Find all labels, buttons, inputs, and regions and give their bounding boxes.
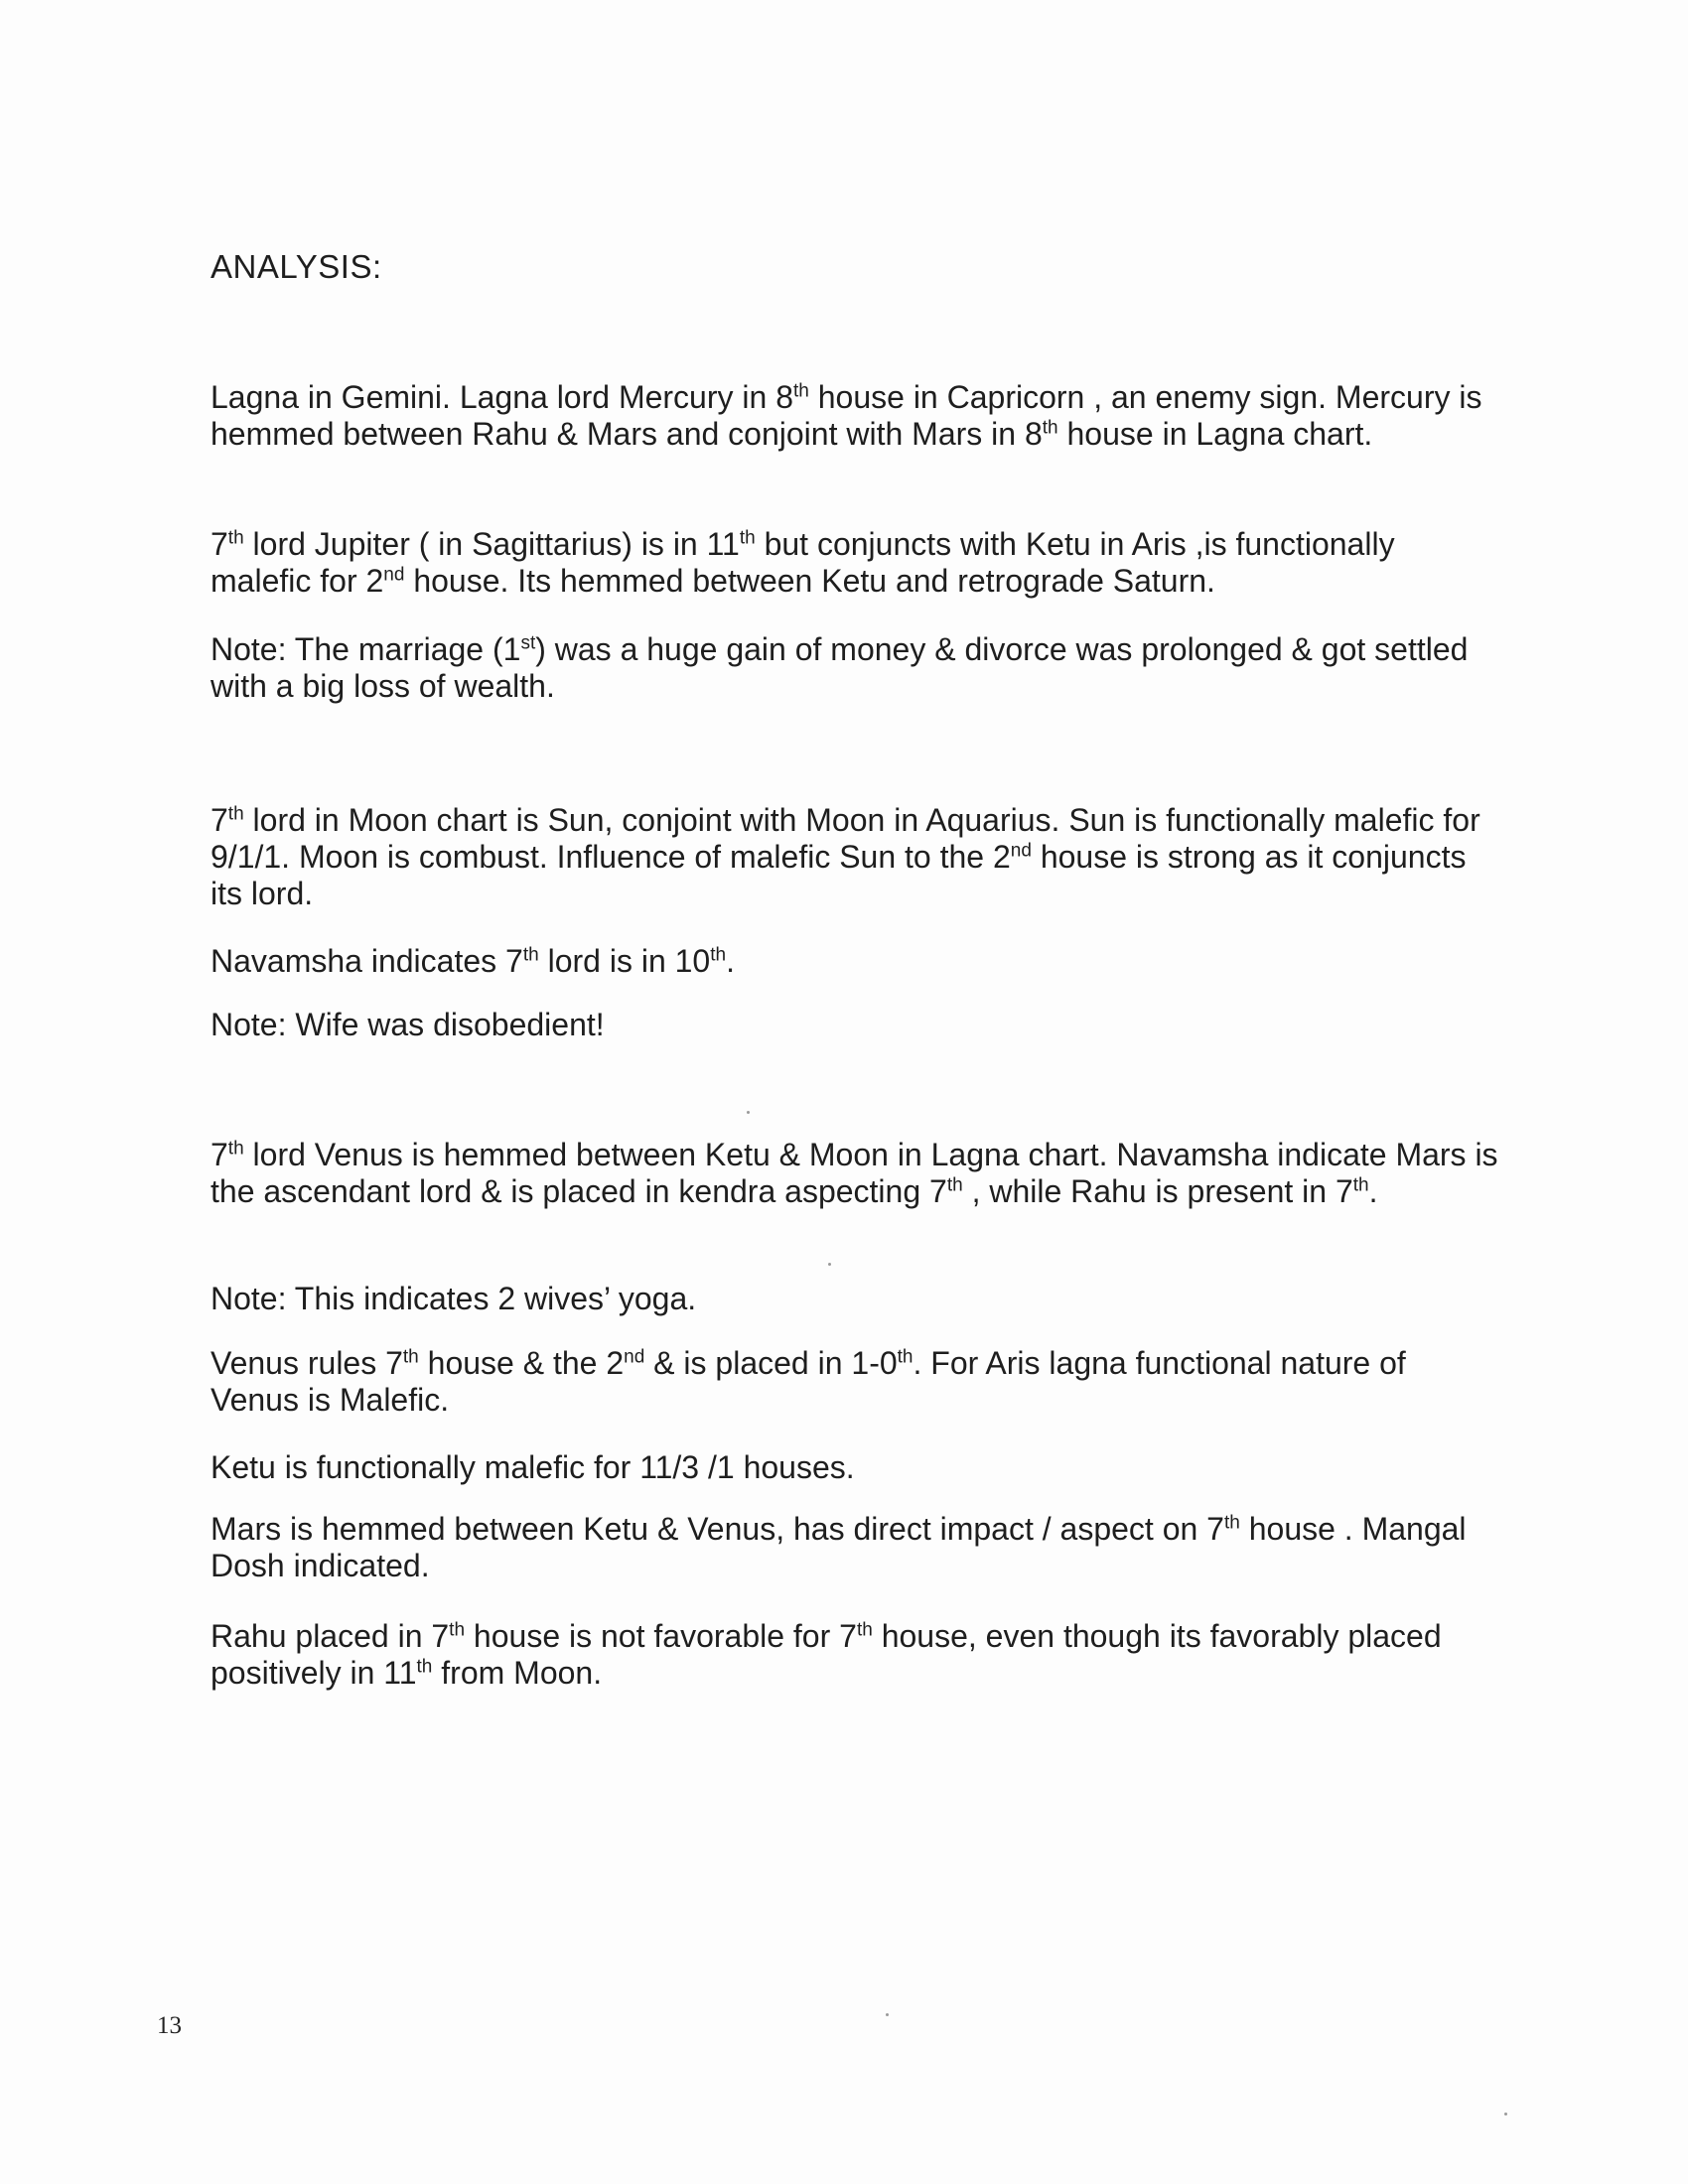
superscript-text: th: [897, 1346, 914, 1368]
paragraph-text: ) was a huge gain of money & divorce was prolonged & got settled with a big loss of wealth.: [211, 631, 1469, 704]
note-paragraph: [211, 1007, 1501, 1043]
paragraph-text: 7: [211, 1137, 228, 1172]
superscript-text: th: [792, 380, 809, 402]
paragraph: [211, 802, 1501, 912]
superscript-text: th: [710, 944, 727, 966]
paragraph-text: 7: [211, 526, 228, 562]
superscript-text: th: [449, 1619, 466, 1641]
scan-speck: [747, 1111, 750, 1114]
scan-speck: [1504, 2113, 1507, 2116]
paragraph-text: , while Rahu is present in 7: [962, 1173, 1353, 1209]
paragraph: [211, 1511, 1501, 1584]
superscript-text: th: [227, 527, 244, 549]
paragraph-text: house, even though its favorably placed positively in 11: [211, 1618, 1442, 1691]
superscript-text: nd: [1010, 840, 1032, 862]
note-paragraph: [211, 1281, 1501, 1317]
page-number: 13: [157, 2012, 182, 2039]
superscript-text: th: [946, 1174, 963, 1196]
paragraph-text: Navamsha indicates 7: [211, 943, 523, 979]
paragraph-text: but conjuncts with Ketu in Aris ,is functionally malefic for 2: [211, 526, 1395, 599]
paragraph-text: Mars is hemmed between Ketu & Venus, has direct impact / aspect on 7: [211, 1511, 1224, 1547]
scan-speck: [886, 2013, 889, 2016]
paragraph-text: house & the 2: [418, 1345, 625, 1381]
paragraph-text: Venus rules 7: [211, 1345, 403, 1381]
superscript-text: nd: [624, 1346, 645, 1368]
superscript-text: th: [402, 1346, 419, 1368]
paragraph-text: lord Jupiter ( in Sagittarius) is in 11: [243, 526, 740, 562]
paragraph-text: .: [1368, 1173, 1378, 1209]
paragraph-text: house in Lagna chart.: [1057, 416, 1373, 452]
paragraph: [211, 379, 1501, 453]
paragraph-text: Note: Wife was disobedient!: [211, 1007, 605, 1042]
superscript-text: th: [856, 1619, 873, 1641]
superscript-text: th: [1042, 417, 1058, 439]
section-heading: ANALYSIS:: [211, 248, 382, 285]
superscript-text: th: [416, 1656, 433, 1678]
paragraph: [211, 526, 1501, 600]
paragraph-text: Note: This indicates 2 wives’ yoga.: [211, 1281, 697, 1316]
superscript-text: th: [1352, 1174, 1369, 1196]
superscript-text: th: [227, 1138, 244, 1160]
paragraph-text: 7: [211, 802, 228, 838]
paragraph: [211, 1137, 1501, 1210]
paragraph-text: lord is in 10: [538, 943, 711, 979]
paragraph-text: lord Venus is hemmed between Ketu & Moon in Lagna chart. Navamsha indicate Mars is the ascendant lord & is placed in kendra aspecting 7: [211, 1137, 1498, 1209]
paragraph-text: Lagna in Gemini. Lagna lord Mercury in 8: [211, 379, 793, 415]
paragraph-text: . For Aris lagna functional nature of Venus is Malefic.: [211, 1345, 1406, 1418]
paragraph-text: Rahu placed in 7: [211, 1618, 450, 1654]
paragraph-text: house is strong as it conjuncts its lord.: [211, 839, 1467, 911]
paragraph-text: house. Its hemmed between Ketu and retrograde Saturn.: [404, 563, 1215, 599]
paragraph-text: Note: The marriage (1: [211, 631, 521, 667]
paragraph-text: house . Mangal Dosh indicated.: [211, 1511, 1467, 1583]
paragraph-text: house is not favorable for 7: [465, 1618, 857, 1654]
paragraph-text: lord in Moon chart is Sun, conjoint with Moon in Aquarius. Sun is functionally malefic for 9/1/1. Moon is combust. Influence of malefic Sun to the 2: [211, 802, 1480, 875]
paragraph-text: & is placed in 1-0: [644, 1345, 898, 1381]
scan-speck: [828, 1263, 831, 1266]
superscript-text: th: [227, 803, 244, 825]
paragraph: [211, 1449, 1501, 1486]
note-paragraph: [211, 631, 1501, 705]
paragraph-text: .: [726, 943, 735, 979]
superscript-text: th: [1223, 1512, 1240, 1534]
superscript-text: th: [739, 527, 756, 549]
superscript-text: st: [520, 632, 536, 654]
paragraph-text: Ketu is functionally malefic for 11/3 /1 houses.: [211, 1449, 855, 1485]
paragraph: [211, 1618, 1501, 1692]
superscript-text: nd: [383, 564, 405, 586]
paragraph-text: from Moon.: [432, 1655, 603, 1691]
paragraph: [211, 1345, 1501, 1419]
paragraph: [211, 943, 1501, 980]
paragraph-text: house in Capricorn , an enemy sign. Mercury is hemmed between Rahu & Mars and conjoint with Mars in 8: [211, 379, 1482, 452]
superscript-text: th: [522, 944, 539, 966]
